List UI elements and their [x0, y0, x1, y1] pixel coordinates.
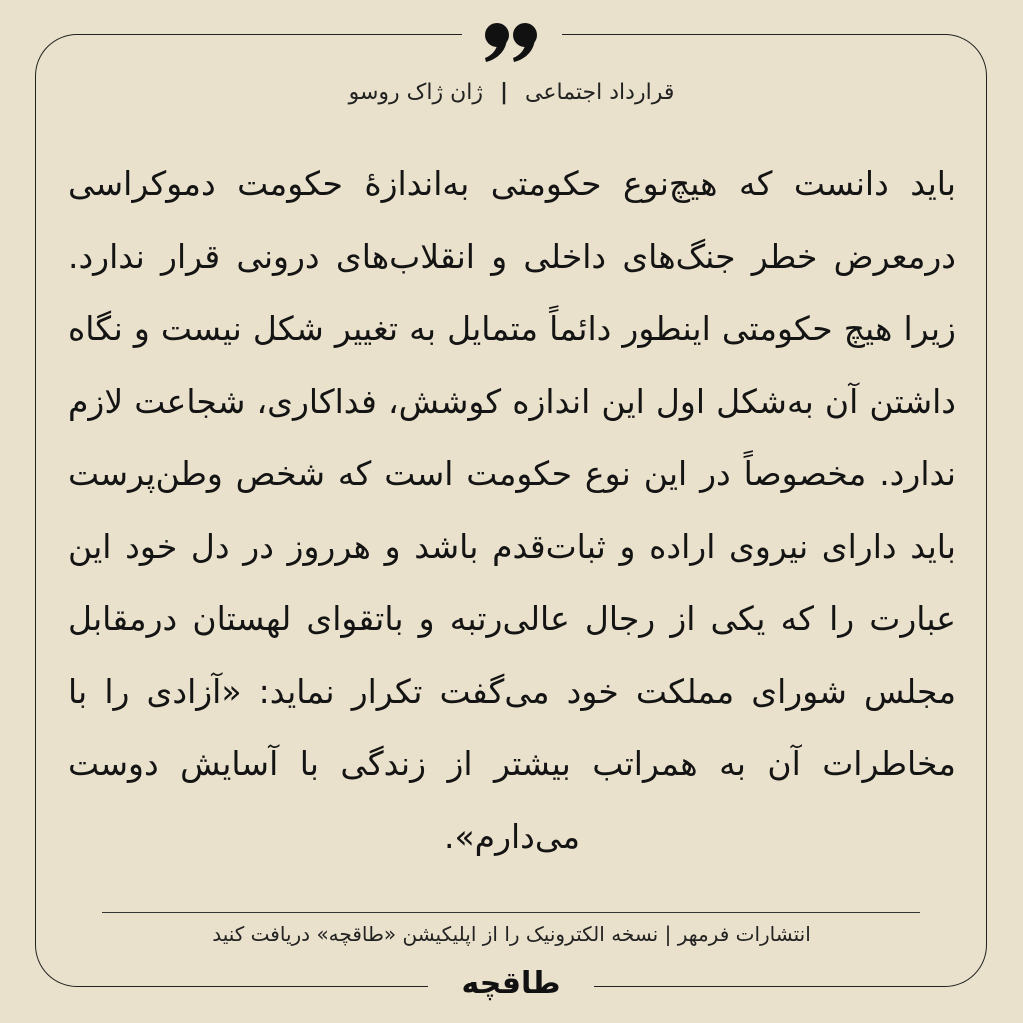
publisher-name: انتشارات فرمهر	[677, 922, 811, 946]
footer-note	[80, 922, 943, 946]
attribution-separator: |	[499, 80, 509, 105]
download-note: نسخه الکترونیک را از اپلیکیشن «طاقچه» دریافت کنید	[212, 922, 659, 946]
quote-mark-icon	[480, 20, 542, 64]
footer-divider	[102, 912, 920, 913]
footer-separator: |	[664, 922, 672, 946]
quote-text: باید دانست که هیچ‌نوع حکومتی به‌اندازهٔ حکومت دموکراسی درمعرض خطر جنگ‌های داخلی و انقلاب‌های درونی قرار ندارد. زیرا هیچ حکومتی اینطور دائماً متمایل به تغییر شکل نیست و نگاه داشتن آن به‌شکل اول این اندازه کوشش، فداکاری، شجاعت لازم ندارد. مخصوصاً در این نوع حکومت است که شخص وطن‌پرست باید دارای نیروی اراده و ثبات‌قدم باشد و هرروز در دل خود این عبارت را که یکی از رجال عالی‌رتبه و باتقوای لهستان درمقابل مجلس شورای مملکت خود می‌گفت تکرار نماید: «آزادی را با مخاطرات آن به همراتب بیشتر از زندگی با آسایش دوست می‌دارم».	[68, 164, 956, 856]
taaghche-logo-icon: طاقچه	[461, 966, 561, 1001]
book-title: قرارداد اجتماعی	[525, 80, 675, 105]
book-attribution	[60, 80, 963, 105]
author-name: ژان ژاک روسو	[348, 80, 483, 105]
